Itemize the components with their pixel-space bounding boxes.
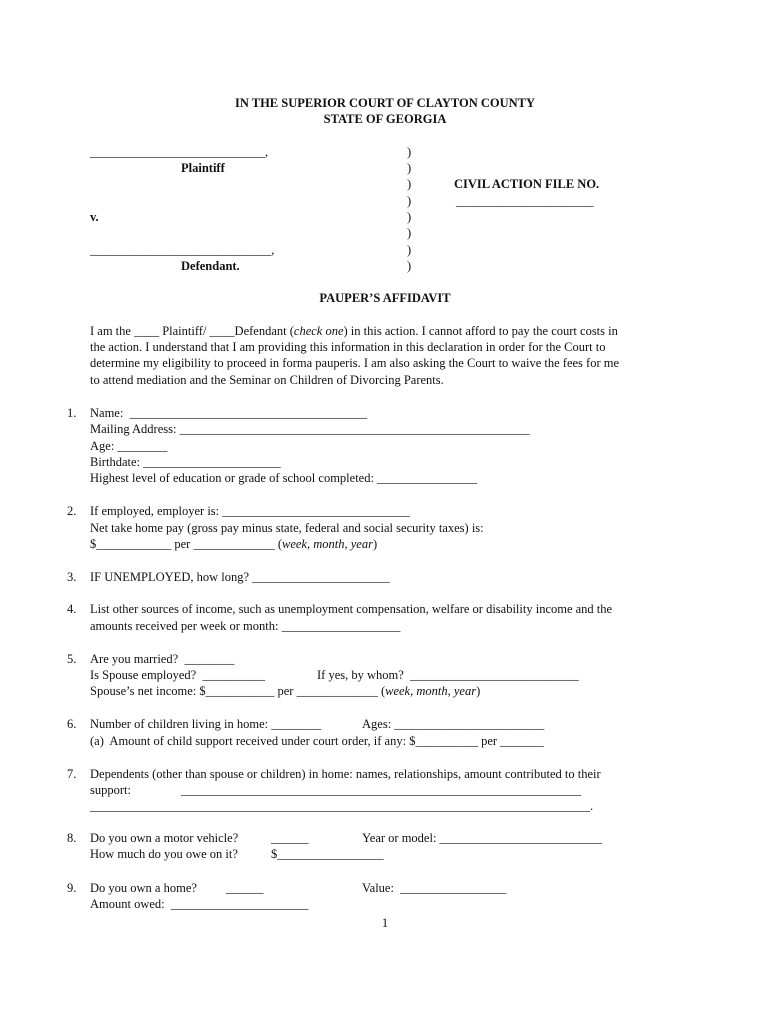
page-number: 1 xyxy=(381,916,389,930)
caption-paren: ) xyxy=(407,194,412,208)
dependents-field[interactable]: ________________________________________________________________ xyxy=(181,783,581,797)
employer-field[interactable]: If employed, employer is: ______________________________ xyxy=(90,504,410,518)
net-pay-field[interactable]: $____________ per _____________ (week, month, year) xyxy=(90,537,378,551)
unemployed-field[interactable]: IF UNEMPLOYED, how long? ______________________ xyxy=(90,570,390,584)
spouse-employed-field[interactable]: Is Spouse employed? __________ xyxy=(90,668,265,682)
caption-paren: ) xyxy=(407,243,412,257)
mailing-address-field[interactable]: Mailing Address: ________________________________________________________ xyxy=(90,422,530,436)
children-ages-field[interactable]: Ages: ________________________ xyxy=(362,717,545,731)
children-count-field[interactable]: Number of children living in home: ________ xyxy=(90,717,322,731)
defendant-line: _____________________________, xyxy=(90,243,275,257)
item-number: 4. xyxy=(67,602,77,616)
other-income-label: List other sources of income, such as unemployment compensation, welfare or disability income and the xyxy=(90,602,613,616)
item-number: 1. xyxy=(67,406,77,420)
spouse-income-field[interactable]: Spouse’s net income: $___________ per _____________ (week, month, year) xyxy=(90,684,481,698)
item-number: 6. xyxy=(67,717,77,731)
vehicle-field[interactable]: ______ xyxy=(271,831,309,845)
caption-paren: ) xyxy=(407,161,412,175)
name-field[interactable]: Name: ______________________________________ xyxy=(90,406,368,420)
item-number: 8. xyxy=(67,831,77,845)
dependents-label: Dependents (other than spouse or children) in home: names, relationships, amount contributed to their xyxy=(90,767,601,781)
intro-line-1: I am the ____ Plaintiff/ ____Defendant (check one) in this action. I cannot afford to pay the court costs in xyxy=(90,324,618,338)
other-income-field[interactable]: amounts received per week or month: ___________________ xyxy=(90,619,401,633)
vehicle-owe-label: How much do you owe on it? xyxy=(90,847,238,861)
intro-line-2: the action. I understand that I am providing this information in this declaration in order for the Court to xyxy=(90,340,606,354)
caption-paren: ) xyxy=(407,177,412,191)
net-pay-label: Net take home pay (gross pay minus state, federal and social security taxes) is: xyxy=(90,521,484,535)
item-number: 7. xyxy=(67,767,77,781)
civil-action-line: ______________________ xyxy=(456,194,594,208)
home-value-field[interactable]: Value: _________________ xyxy=(362,881,507,895)
vehicle-owe-field[interactable]: $_________________ xyxy=(271,847,384,861)
plaintiff-label: Plaintiff xyxy=(181,161,225,175)
home-owed-field[interactable]: Amount owed: ______________________ xyxy=(90,897,309,911)
birthdate-field[interactable]: Birthdate: ______________________ xyxy=(90,455,281,469)
caption-paren: ) xyxy=(407,145,412,159)
state-title: STATE OF GEORGIA xyxy=(323,112,447,126)
item-number: 9. xyxy=(67,881,77,895)
age-field[interactable]: Age: ________ xyxy=(90,439,168,453)
home-label: Do you own a home? xyxy=(90,881,197,895)
court-title: IN THE SUPERIOR COURT OF CLAYTON COUNTY xyxy=(234,96,536,110)
support-label: support: xyxy=(90,783,131,797)
affidavit-title: PAUPER’S AFFIDAVIT xyxy=(319,291,451,305)
item-number: 2. xyxy=(67,504,77,518)
intro-line-4: to attend mediation and the Seminar on Children of Divorcing Parents. xyxy=(90,373,444,387)
child-support-field[interactable]: (a) Amount of child support received under court order, if any: $__________ per _______ xyxy=(90,734,544,748)
civil-action-label: CIVIL ACTION FILE NO. xyxy=(454,177,600,191)
caption-paren: ) xyxy=(407,259,412,273)
item-number: 5. xyxy=(67,652,77,666)
vehicle-year-field[interactable]: Year or model: __________________________ xyxy=(362,831,603,845)
caption-paren: ) xyxy=(407,210,412,224)
versus-label: v. xyxy=(90,210,99,224)
vehicle-label: Do you own a motor vehicle? xyxy=(90,831,239,845)
intro-line-3: determine my eligibility to proceed in forma pauperis. I am also asking the Court to waive the fees for me xyxy=(90,356,620,370)
plaintiff-line: ____________________________, xyxy=(90,145,269,159)
caption-paren: ) xyxy=(407,226,412,240)
spouse-employer-field[interactable]: If yes, by whom? ___________________________ xyxy=(317,668,579,682)
dependents-field-2[interactable]: ________________________________________________________________________________. xyxy=(90,799,594,813)
item-number: 3. xyxy=(67,570,77,584)
education-field[interactable]: Highest level of education or grade of school completed: ________________ xyxy=(90,471,478,485)
defendant-label: Defendant. xyxy=(181,259,240,273)
home-field[interactable]: ______ xyxy=(226,881,264,895)
married-field[interactable]: Are you married? ________ xyxy=(90,652,235,666)
